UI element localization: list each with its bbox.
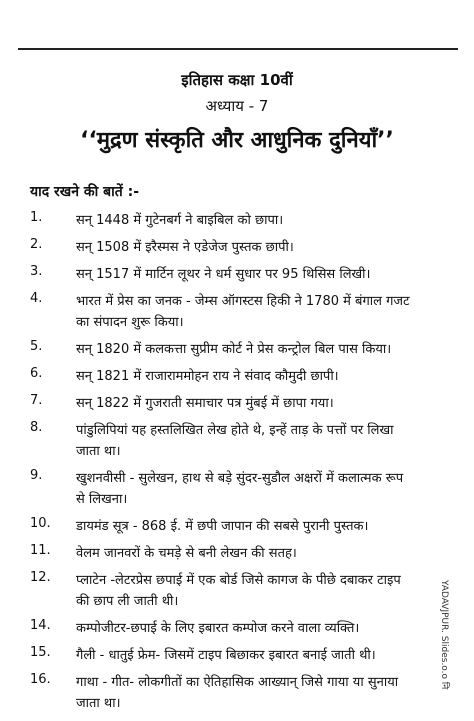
list-item — [0, 205, 474, 232]
item-text — [76, 468, 446, 510]
side-watermark-text: YADAVJPUR. Slides.o.o नि — [439, 580, 449, 690]
item-text-line: वेलम जानवरों के चमड़े से बनी लेखन की सतह। — [76, 546, 297, 561]
item-number: 6. — [30, 366, 43, 381]
list-item — [0, 259, 474, 286]
page-title: ‘‘मुद्रण संस्कृति और आधुनिक दुनियाँ’’ — [80, 128, 394, 153]
section-heading: याद रखने की बातें :- — [30, 184, 140, 200]
item-text-line: पांडुलिपियां यह हस्तलिखित लेख होते थे, इन्हें ताड़ के पत्तों पर लिखा — [76, 423, 394, 438]
item-text-line: गैली - धातुई फ्रेम- जिसमें टाइप बिछाकर इबारत बनाई जाती थी। — [76, 648, 376, 663]
item-number: 4. — [30, 291, 43, 306]
item-text — [76, 210, 446, 231]
item-number: 10. — [30, 516, 51, 531]
item-text — [76, 393, 446, 414]
item-number: 11. — [30, 543, 51, 558]
item-text-line: गाथा - गीत- लोकगीतों का ऐतिहासिक आख्यान् जिसे गाया या सुनाया — [76, 675, 399, 690]
subject-heading: इतिहास कक्षा 10वीं — [181, 71, 293, 89]
item-text-line: सन् 1448 में गुटेनबर्ग ने बाइबिल को छापा। — [76, 213, 284, 228]
item-text-line: सन् 1821 में राजाराममोहन राय ने संवाद कौमुदी छापी। — [76, 369, 339, 384]
list-item — [0, 640, 474, 667]
item-number: 14. — [30, 618, 51, 633]
list-item — [0, 388, 474, 415]
item-text — [76, 264, 446, 285]
list-item — [0, 463, 474, 511]
item-text — [76, 516, 446, 537]
item-number: 7. — [30, 393, 43, 408]
list-item — [0, 667, 474, 715]
item-text-line: डायमंड सूत्र - 868 ई. में छपी जापान की सबसे पुरानी पुस्तक। — [76, 519, 369, 534]
chapter-heading: अध्याय - 7 — [205, 97, 269, 115]
list-item — [0, 361, 474, 388]
item-text-line: से लिखना। — [76, 492, 128, 507]
list-item — [0, 511, 474, 538]
item-text-line: खुशनवीसी - सुलेखन, हाथ से बड़े सुंदर-सुडौल अक्षरों में कलात्मक रूप — [76, 471, 404, 486]
item-number: 12. — [30, 570, 51, 585]
item-text — [76, 237, 446, 258]
item-number: 15. — [30, 645, 51, 660]
item-text-line: का संपादन शुरू किया। — [76, 315, 184, 330]
list-item — [0, 565, 474, 613]
top-rule — [18, 48, 458, 50]
item-number: 1. — [30, 210, 43, 225]
item-text-line: जाता था। — [76, 444, 121, 459]
item-text — [76, 339, 446, 360]
item-text-line: की छाप ली जाती थी। — [76, 594, 179, 609]
item-text-line: सन् 1820 में कलकत्ता सुप्रीम कोर्ट ने प्रेस कन्ट्रोल बिल पास किया। — [76, 342, 392, 357]
item-text — [76, 543, 446, 564]
list-item — [0, 415, 474, 463]
item-text-line: सन् 1508 में इरैस्मस ने एडेजेज पुस्तक छापी। — [76, 240, 294, 255]
item-number: 8. — [30, 420, 43, 435]
list-item — [0, 538, 474, 565]
item-text — [76, 420, 446, 462]
item-text — [76, 618, 446, 639]
item-number: 16. — [30, 672, 51, 687]
list-item — [0, 613, 474, 640]
item-text — [76, 366, 446, 387]
item-text-line: प्लाटेन -लेटरप्रेस छपाई में एक बोर्ड जिसे कागज के पीछे दबाकर टाइप — [76, 573, 401, 588]
item-text — [76, 291, 446, 333]
item-text-line: जाता था। — [76, 696, 121, 711]
item-number: 5. — [30, 339, 43, 354]
item-text-line: भारत में प्रेस का जनक - जेम्स ऑगस्टस हिकी ने 1780 में बंगाल गजट — [76, 294, 410, 309]
item-text-line: कम्पोजीटर-छपाई के लिए इबारत कम्पोज करने वाला व्यक्ति। — [76, 621, 360, 636]
list-item — [0, 334, 474, 361]
list-item — [0, 286, 474, 334]
list-item — [0, 232, 474, 259]
item-number: 2. — [30, 237, 43, 252]
item-text — [76, 570, 446, 612]
points-list — [0, 205, 474, 715]
item-text-line: सन् 1517 में मार्टिन लूथर ने धर्म सुधार पर 95 थिसिस लिखी। — [76, 267, 371, 282]
item-text — [76, 672, 446, 714]
item-text-line: सन् 1822 में गुजराती समाचार पत्र मुंबई में छापा गया। — [76, 396, 334, 411]
item-number: 9. — [30, 468, 43, 483]
item-number: 3. — [30, 264, 43, 279]
item-text — [76, 645, 446, 666]
